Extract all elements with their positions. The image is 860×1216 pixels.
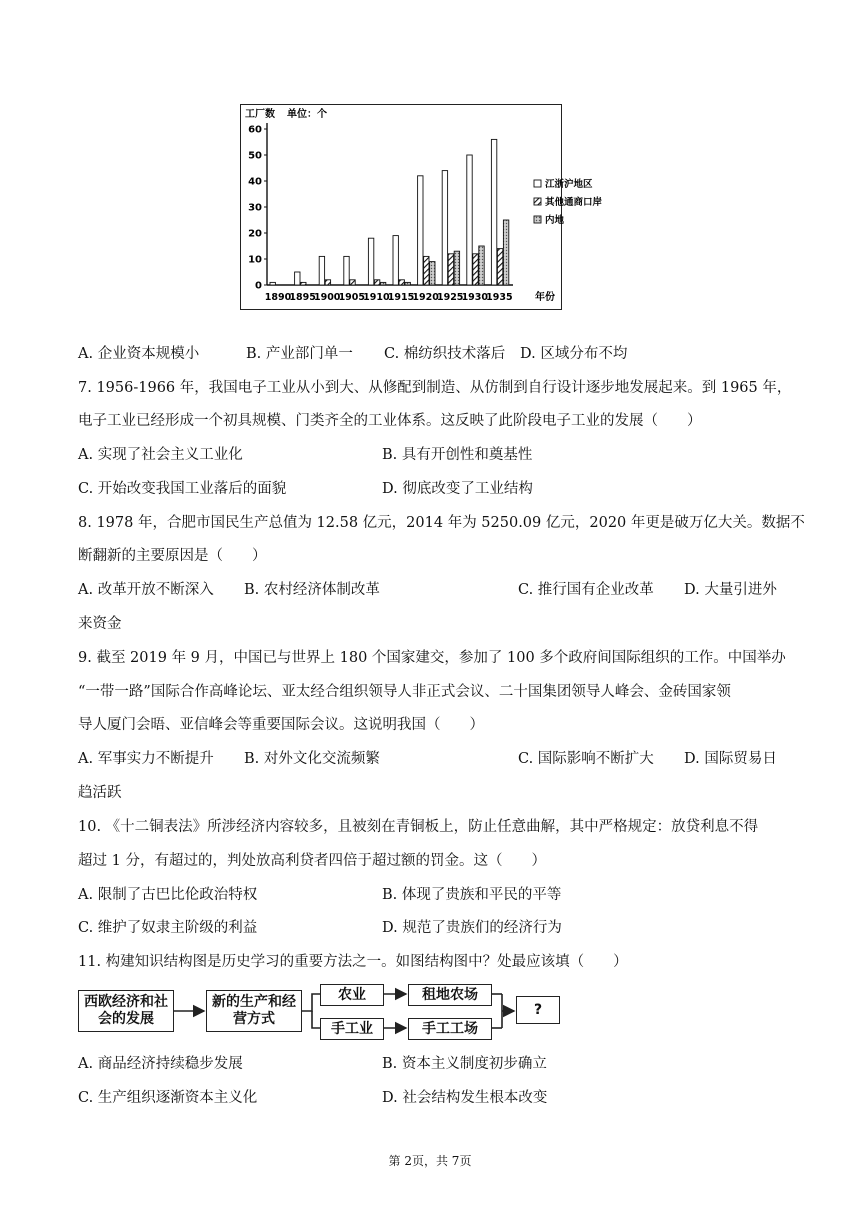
x-tick-label: 1920 [412,292,439,303]
bar [503,220,508,285]
q8-option-d[interactable]: D. 大量引进外 [684,582,777,598]
q8-stem-line2: 断翻新的主要原因是（ ） [78,548,267,564]
y-tick-label: 60 [248,124,262,136]
branch-bottom [312,1011,320,1028]
bar [454,251,459,285]
legend-swatch [534,216,541,223]
box-workshop: 手工工场 [408,1018,492,1040]
q8-option-c[interactable]: C. 推行国有企业改革 [518,582,654,598]
q10-stem-line2: 超过 1 分，有超过的，判处放高利贷者四倍于超过额的罚金。这（ ） [78,853,546,869]
bar [393,236,398,285]
bar [374,280,379,285]
q7-option-a[interactable]: A. 实现了社会主义工业化 [78,447,243,463]
q8-option-a[interactable]: A. 改革开放不断深入 [78,582,214,598]
bar [467,155,472,285]
bar-chart-svg [241,105,603,309]
q6-option-d[interactable]: D. 区域分布不均 [520,346,628,362]
q9-stem-line1: 9. 截至 2019 年 9 月，中国已与世界上 180 个国家建交，参加了 100 多个政府间国际组织的工作。中国举办 [78,650,786,666]
q10-option-b[interactable]: B. 体现了贵族和平民的平等 [382,887,562,903]
bar [325,280,330,285]
q11-option-b[interactable]: B. 资本主义制度初步确立 [382,1056,547,1072]
q10-options-row1 [78,885,561,905]
x-tick-label: 1900 [313,292,341,303]
bar [368,238,373,285]
q10-option-a[interactable]: A. 限制了古巴比伦政治特权 [78,887,258,903]
q8-stem-line1: 8. 1978 年，合肥市国民生产总值为 12.58 亿元，2014 年为 5250.09 亿元，2020 年更是破万亿大关。数据不 [78,515,805,531]
q11-option-c[interactable]: C. 生产组织逐渐资本主义化 [78,1090,258,1106]
q10-stem-line1: 10. 《十二铜表法》所涉经济内容较多，且被刻在青铜板上，防止任意曲解，其中严格规定：放贷利息不得 [78,819,759,835]
y-tick-label: 20 [248,228,262,240]
legend-label: 江浙沪地区 [545,179,593,190]
q11-option-d[interactable]: D. 社会结构发生根本改变 [382,1090,548,1106]
x-tick-label: 1890 [264,292,292,303]
bar [479,246,484,285]
q6-options [78,344,627,364]
q6-option-c[interactable]: C. 棉纺织技术落后 [384,346,506,362]
q9-option-a[interactable]: A. 军事实力不断提升 [78,751,214,767]
bar [380,282,385,285]
box-new-production-mode: 新的生产和经营方式 [206,990,302,1032]
q11-stem: 11. 构建知识结构图是历史学习的重要方法之一。如图结构图中？处最应该填（ ） [78,954,628,970]
box-agriculture: 农业 [320,984,384,1006]
x-tick-label: 1905 [338,292,366,303]
q11-options-row2 [78,1088,547,1108]
bar [430,262,435,285]
box-question-mark: ? [516,996,560,1024]
bar [473,254,478,285]
y-tick-label: 50 [248,150,262,162]
q6-option-a[interactable]: A. 企业资本规模小 [78,346,200,362]
q7-stem-line2: 电子工业已经形成一个初具规模、门类齐全的工业体系。这反映了此阶段电子工业的发展（ ） [78,413,702,429]
q8-options [78,580,777,600]
bar [405,282,410,285]
q7-options-row1 [78,445,532,465]
y-tick-label: 30 [248,202,262,214]
bar [319,256,324,285]
x-axis-title: 年份 [535,292,555,303]
x-tick-label: 1915 [387,292,415,303]
bar [442,171,447,285]
q7-option-b[interactable]: B. 具有开创性和奠基性 [382,447,533,463]
bar [295,272,300,285]
q8-option-d-continued: 来资金 [78,616,122,632]
q8-option-b[interactable]: B. 农村经济体制改革 [244,582,380,598]
q11-options-row1 [78,1054,547,1074]
legend-label: 其他通商口岸 [545,197,603,208]
box-handicraft: 手工业 [320,1018,384,1040]
x-tick-label: 1910 [363,292,390,303]
bar [497,249,502,285]
y-tick-label: 40 [248,176,262,188]
box-west-europe-development: 西欧经济和社会的发展 [78,990,174,1032]
q10-option-c[interactable]: C. 维护了奴隶主阶级的利益 [78,920,258,936]
q9-option-d-continued: 趋活跃 [78,785,122,801]
q9-option-c[interactable]: C. 国际影响不断扩大 [518,751,654,767]
q9-stem-line2: “一带一路”国际合作高峰论坛、亚太经合组织领导人非正式会议、二十国集团领导人峰会、金砖国家领 [78,684,731,700]
q10-option-d[interactable]: D. 规范了贵族们的经济行为 [382,920,562,936]
bar [344,256,349,285]
q10-options-row2 [78,918,562,938]
x-tick-label: 1925 [436,292,464,303]
bar [491,139,496,285]
q6-option-b[interactable]: B. 产业部门单一 [246,346,353,362]
legend-swatch [534,198,541,205]
bar [424,256,429,285]
x-tick-label: 1935 [486,292,513,303]
q7-option-d[interactable]: D. 彻底改变了工业结构 [382,481,533,497]
bar [418,176,423,285]
bar [301,282,306,285]
y-tick-label: 10 [248,254,262,266]
q7-option-c[interactable]: C. 开始改变我国工业落后的面貌 [78,481,287,497]
x-tick-label: 1895 [289,292,316,303]
y-tick-label: 0 [255,280,262,292]
q9-stem-line3: 导人厦门会晤、亚信峰会等重要国际会议。这说明我国（ ） [78,717,484,733]
q9-options [78,749,777,769]
y-axis-title: 工厂数 [245,109,275,120]
legend-swatch [534,180,541,187]
q7-options-row2 [78,479,533,499]
branch-top [302,994,320,1011]
x-tick-label: 1930 [461,292,489,303]
q9-option-b[interactable]: B. 对外文化交流频繁 [244,751,380,767]
factory-count-chart [240,104,603,310]
q9-option-d[interactable]: D. 国际贸易日 [684,751,777,767]
bar [350,280,355,285]
q7-stem-line1: 7. 1956-1966 年，我国电子工业从小到大、从修配到制造、从仿制到自行设计逐步地发展起来。到 1965 年， [78,380,792,396]
page-footer: 第 2页，共 7页 [388,1154,472,1168]
unit-label: 单位：个 [287,109,327,120]
knowledge-structure-diagram [76,984,566,1040]
q11-option-a[interactable]: A. 商品经济持续稳步发展 [78,1056,243,1072]
bar [448,254,453,285]
bar [270,282,275,285]
bar [399,280,404,285]
legend-label: 内地 [545,215,565,226]
box-leased-farm: 租地农场 [408,984,492,1006]
